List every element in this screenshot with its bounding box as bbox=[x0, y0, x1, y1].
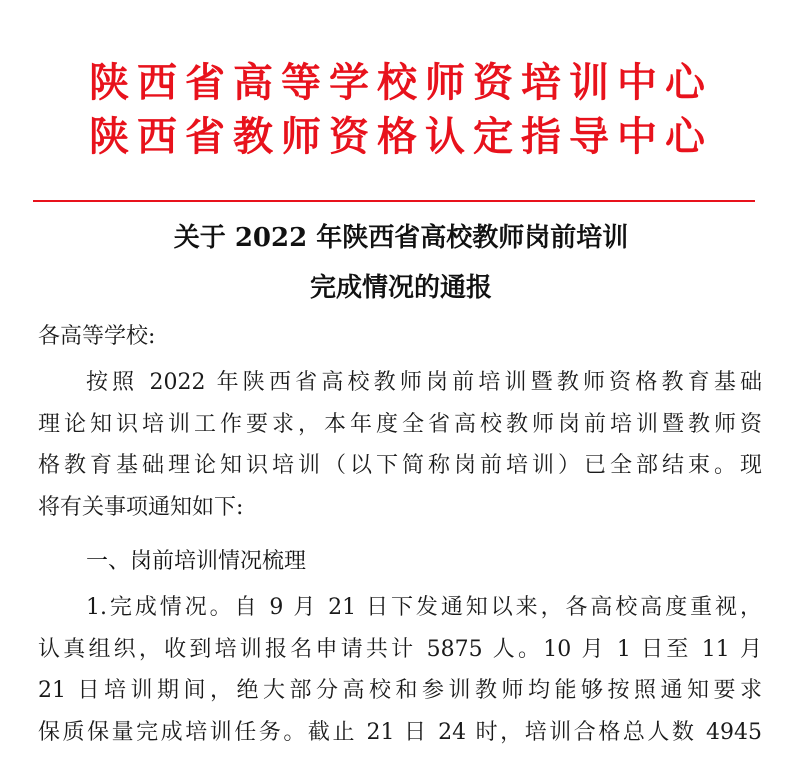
document-title-line-1: 关于 2022 年陕西省高校教师岗前培训 bbox=[173, 223, 629, 253]
paragraph-completion bbox=[38, 587, 762, 753]
paragraph-line: 认真组织，收到培训报名申请共计 5875 人。10 月 1 日至 11 月 bbox=[38, 636, 762, 662]
section-heading: 一、岗前培训情况梳理 bbox=[86, 549, 307, 574]
paragraph-line: 1.完成情况。自 9 月 21 日下发通知以来，各高校高度重视， bbox=[86, 595, 762, 620]
paragraph-line: 格教育基础理论知识培训（以下简称岗前培训）已全部结束。现 bbox=[38, 453, 762, 478]
salutation-text: 各高等学校: bbox=[38, 324, 156, 349]
paragraph-intro bbox=[38, 362, 762, 528]
salutation bbox=[38, 316, 762, 358]
document-title-line-2: 完成情况的通报 bbox=[309, 273, 492, 303]
paragraph-line: 保质保量完成培训任务。截止 21 日 24 时，培训合格总人数 4945 bbox=[38, 719, 762, 745]
paragraph-line: 将有关事项通知如下: bbox=[38, 494, 244, 520]
issuer-header-line-1: 陕西省高等学校师资培训中心 bbox=[89, 59, 713, 106]
paragraph-line: 理论知识培训工作要求，本年度全省高校教师岗前培训暨教师资 bbox=[38, 411, 762, 437]
paragraph-line: 21 日培训期间，绝大部分高校和参训教师均能够按照通知要求 bbox=[38, 678, 762, 703]
red-divider bbox=[33, 200, 755, 202]
paragraph-line: 按照 2022 年陕西省高校教师岗前培训暨教师资格教育基础 bbox=[86, 370, 762, 395]
issuer-header-line-2: 陕西省教师资格认定指导中心 bbox=[89, 113, 713, 160]
